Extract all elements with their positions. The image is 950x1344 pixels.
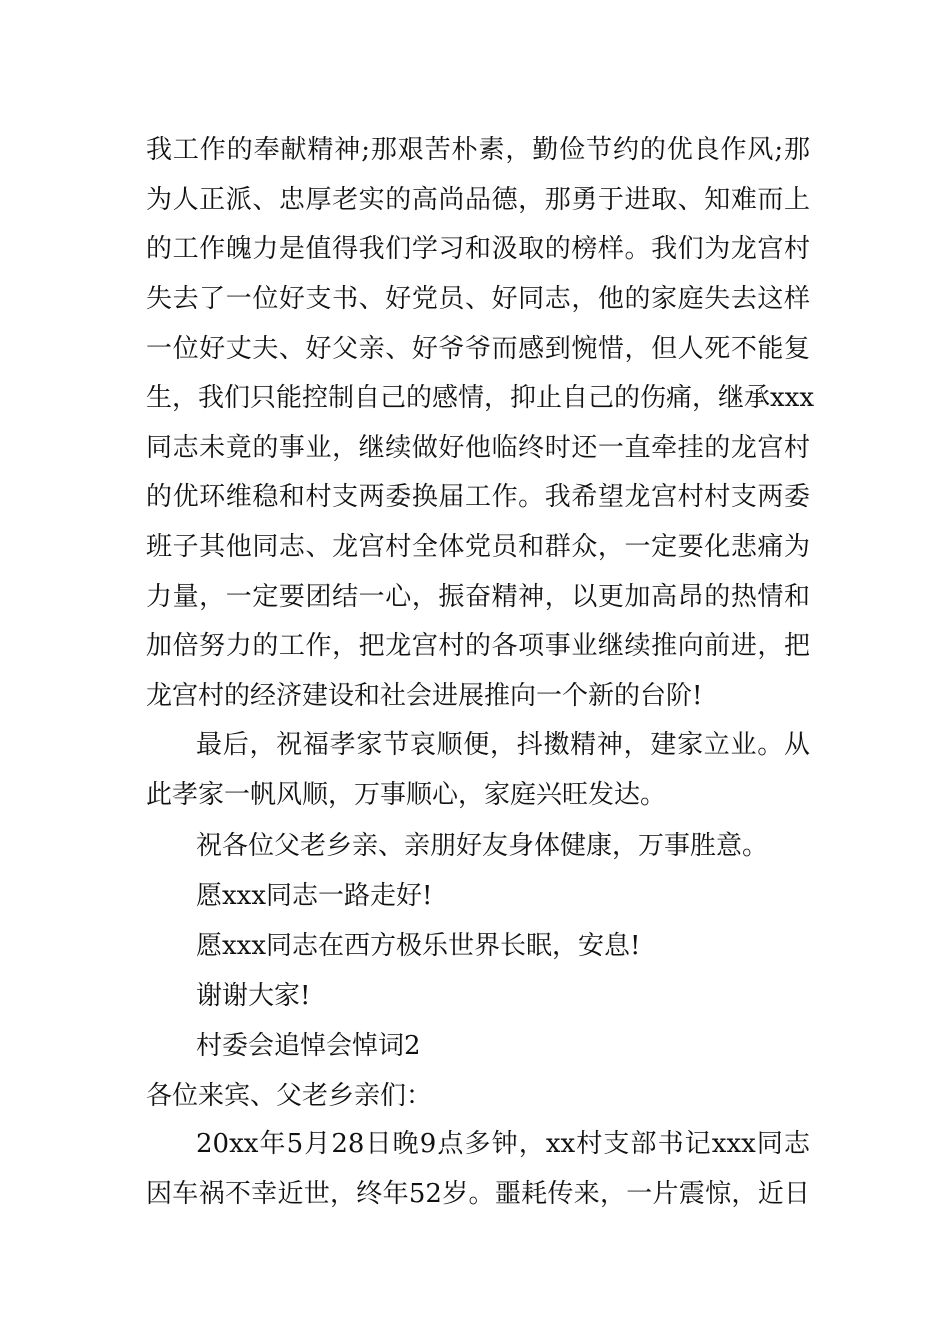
paragraph-line: 因车祸不幸近世，终年52岁。噩耗传来，一片震惊，近日 [146,1179,810,1209]
paragraph-line: 一位好丈夫、好父亲、好爷爷而感到惋惜，但人死不能复 [146,334,810,364]
wish-line: 祝各位父老乡亲、亲朋好友身体健康，万事胜意。 [196,831,769,861]
paragraph-line: 生，我们只能控制自己的感情，抑止自己的伤痛，继承xxx [146,383,814,413]
wish-line: 愿xxx同志一路走好! [196,881,433,911]
closing-paragraph-second-line: 此孝家一帆风顺，万事顺心，家庭兴旺发达。 [146,780,667,810]
thanks-line: 谢谢大家! [196,981,311,1011]
wish-line: 愿xxx同志在西方极乐世界长眠，安息! [196,931,641,961]
paragraph-line: 20xx年5月28日晚9点多钟，xx村支部书记xxx同志 [196,1129,810,1159]
paragraph-line: 班子其他同志、龙宫村全体党员和群众，一定要化悲痛为 [146,532,810,562]
paragraph-line: 龙宫村的经济建设和社会进展推向一个新的台阶! [146,681,703,711]
paragraph-line: 的优环维稳和村支两委换届工作。我希望龙宫村村支两委 [146,482,810,512]
paragraph-line: 力量，一定要团结一心，振奋精神，以更加高昂的热情和 [146,582,810,612]
paragraph-line: 失去了一位好支书、好党员、好同志，他的家庭失去这样 [146,284,810,314]
section-title: 村委会追悼会悼词2 [196,1031,421,1061]
paragraph-line: 同志未竟的事业，继续做好他临终时还一直牵挂的龙宫村 [146,433,810,463]
closing-paragraph-first-line: 最后，祝福孝家节哀顺便，抖擞精神，建家立业。从 [196,730,810,760]
paragraph-line: 我工作的奉献精神;那艰苦朴素，勤俭节约的优良作风;那 [146,135,810,165]
salutation: 各位来宾、父老乡亲们： [146,1081,433,1111]
paragraph-line: 为人正派、忠厚老实的高尚品德，那勇于进取、知难而上 [146,185,810,215]
paragraph-line: 加倍努力的工作，把龙宫村的各项事业继续推向前进，把 [146,631,810,661]
paragraph-line: 的工作魄力是值得我们学习和汲取的榜样。我们为龙宫村 [146,234,810,264]
